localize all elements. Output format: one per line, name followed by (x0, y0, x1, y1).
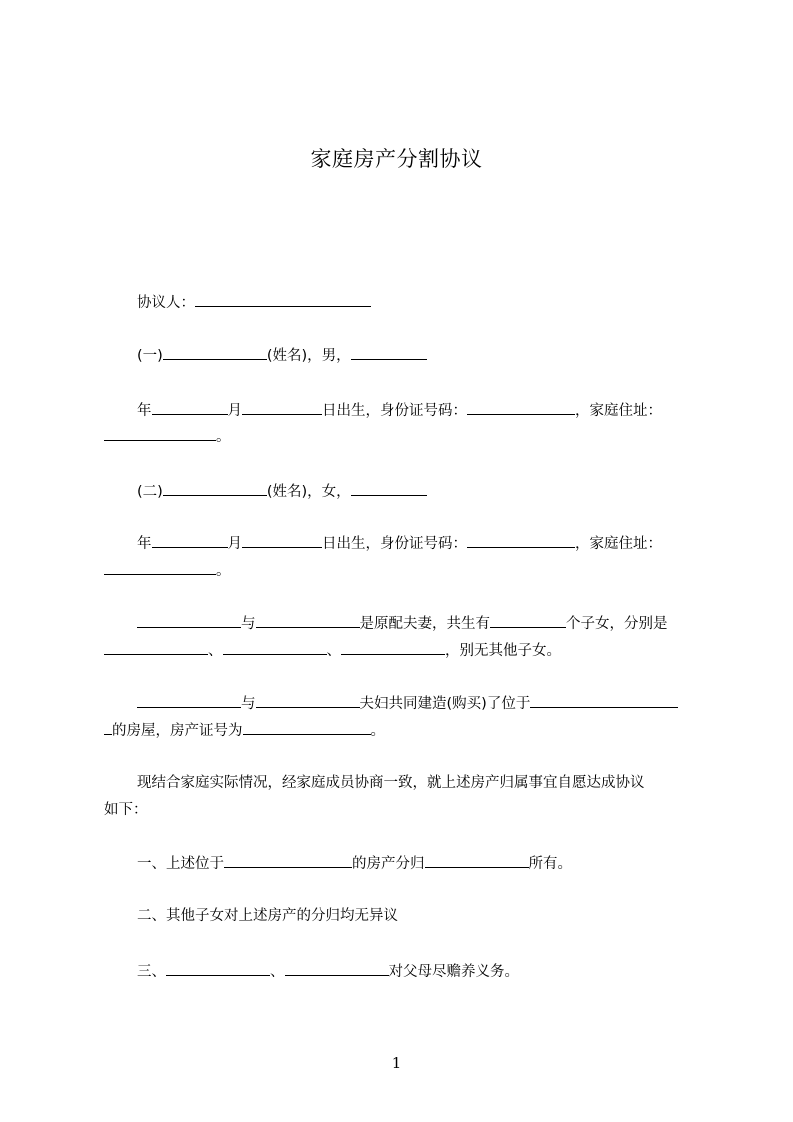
birth-day-label: 日出生，身份证号码： (322, 536, 467, 552)
clause3-a: 三、 (137, 964, 166, 980)
clause1-location-blank (224, 853, 352, 868)
id-number-blank (467, 533, 575, 548)
birth-month-blank (242, 533, 322, 548)
cert-number-blank (243, 720, 371, 735)
address-label: ，家庭住址： (575, 536, 662, 552)
property-line-1 (137, 693, 678, 714)
party1-name-blank (163, 345, 267, 360)
party1-prefix: (一) (137, 348, 163, 364)
address-blank (104, 560, 216, 575)
and-label: 与 (241, 696, 256, 712)
clause3-blank-1 (166, 961, 270, 976)
birth-month-blank (242, 400, 322, 415)
children-label: 个子女，分别是 (566, 616, 668, 632)
owner2-blank (256, 693, 360, 708)
child2-blank (223, 640, 327, 655)
clause3-b: 、 (270, 964, 285, 980)
address-label: ，家庭住址： (575, 403, 662, 419)
property-line-2 (104, 720, 385, 741)
location-blank (530, 693, 678, 708)
and-label: 与 (241, 616, 256, 632)
party1-tail-blank (351, 345, 427, 360)
clause3-c: 对父母尽赡养义务。 (388, 964, 519, 980)
party1-birth-line (137, 400, 662, 421)
clause1-owner-blank (425, 853, 529, 868)
spouse2-blank (256, 613, 360, 628)
address-blank (104, 426, 216, 441)
party2-prefix: (二) (137, 484, 163, 500)
period: 。 (370, 723, 385, 739)
clause1-b: 的房产分归 (352, 856, 425, 872)
period: 。 (216, 563, 231, 579)
id-number-blank (467, 400, 575, 415)
marriage-line-1 (137, 613, 668, 634)
party2-birth-line (137, 533, 662, 554)
owner1-blank (137, 693, 241, 708)
built-label: 夫妇共同建造(购买)了位于 (359, 696, 531, 712)
marriage-line-2 (104, 640, 561, 661)
period: 。 (216, 429, 231, 445)
separator: 、 (208, 643, 223, 659)
intro-line-2: 如下： (104, 802, 148, 818)
party1-line (137, 345, 427, 366)
house-label: 的房屋，房产证号为 (112, 723, 243, 739)
birth-day-label: 日出生，身份证号码： (322, 403, 467, 419)
child3-blank (341, 640, 445, 655)
intro-line-1: 现结合家庭实际情况，经家庭成员协商一致，就上述房产归属事宜自愿达成协议 (137, 775, 645, 791)
birth-year-blank (152, 400, 228, 415)
couple-label: 是原配夫妻，共生有 (359, 616, 490, 632)
page-number: 1 (391, 1054, 402, 1072)
clause-2: 二、其他子女对上述房产的分归均无异议 (137, 908, 398, 924)
spouse1-blank (137, 613, 241, 628)
party2-line (137, 481, 427, 502)
location-blank-cont (104, 720, 112, 735)
party2-address-line (104, 560, 231, 581)
children-count-blank (490, 613, 566, 628)
birth-month-label: 月 (227, 536, 242, 552)
clause1-c: 所有。 (528, 856, 572, 872)
clause1-a: 一、上述位于 (137, 856, 224, 872)
marriage-tail: ，别无其他子女。 (445, 643, 561, 659)
clause-1 (137, 853, 572, 874)
birth-month-label: 月 (227, 403, 242, 419)
clause-3 (137, 961, 519, 982)
party2-hint: (姓名)，女， (266, 484, 351, 500)
parties-blank (195, 292, 371, 307)
page-title: 家庭房产分割协议 (310, 147, 483, 171)
birth-year-blank (152, 533, 228, 548)
birth-year-label: 年 (137, 536, 152, 552)
child1-blank (104, 640, 208, 655)
party1-hint: (姓名)，男， (266, 348, 351, 364)
party2-tail-blank (351, 481, 427, 496)
parties-line (137, 292, 371, 313)
birth-year-label: 年 (137, 403, 152, 419)
party2-name-blank (163, 481, 267, 496)
party1-address-line (104, 426, 231, 447)
separator: 、 (326, 643, 341, 659)
parties-label: 协议人： (137, 295, 195, 311)
clause3-blank-2 (285, 961, 389, 976)
